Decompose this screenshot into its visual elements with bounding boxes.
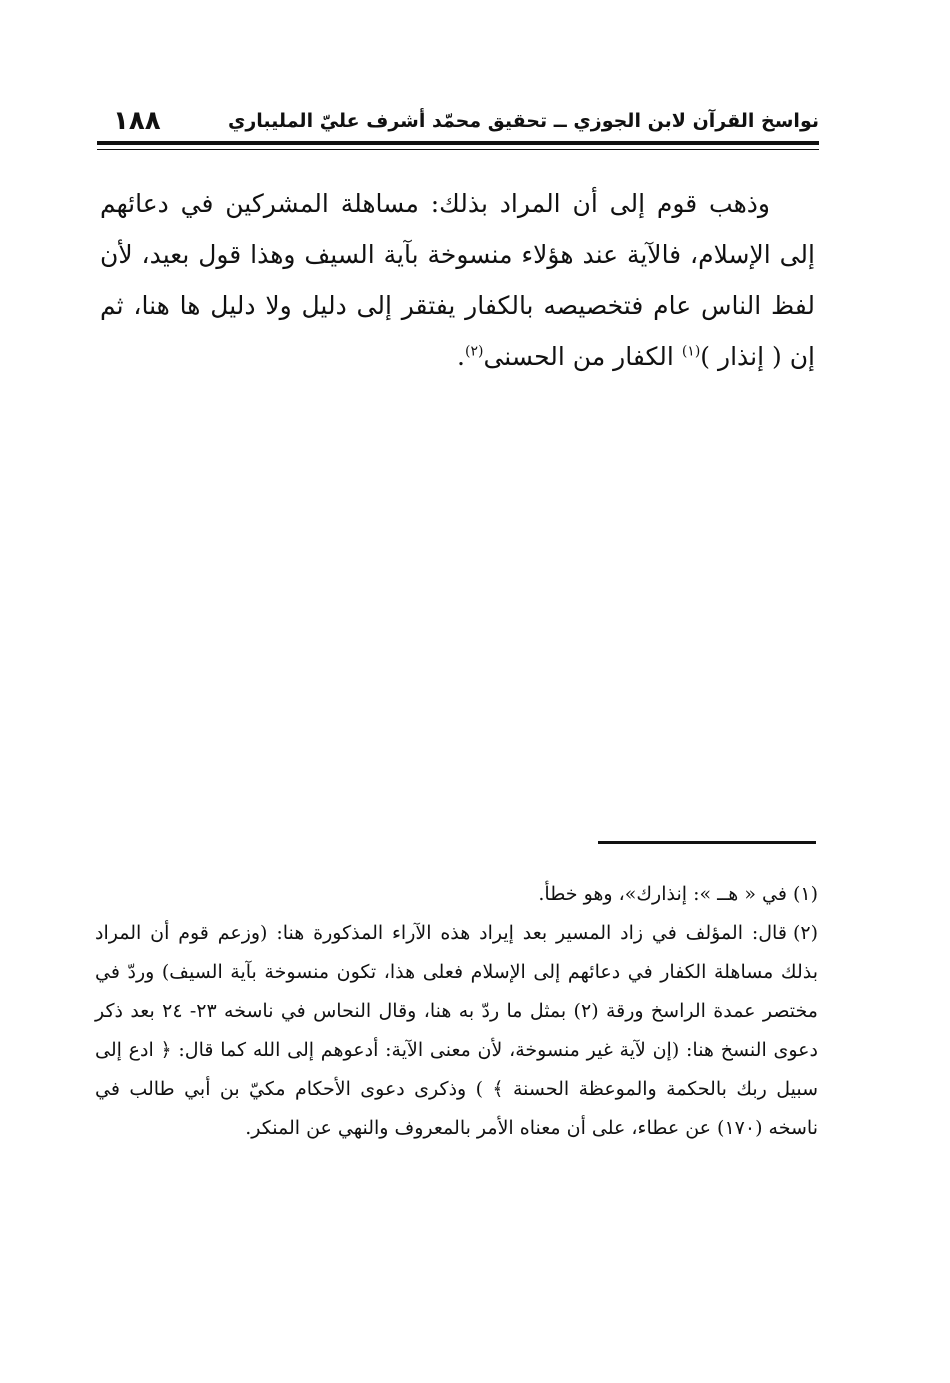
paragraph-text-part-2: الكفار من الحسنى xyxy=(483,342,682,371)
paragraph-text-end: . xyxy=(457,342,465,371)
footnote-text: قال: المؤلف في زاد المسير بعد إيراد هذه الآراء المذكورة هنا: (وزعم قوم أن المراد بذلك مساهلة الكفار في دعائهم إلى الإسلام فعلى هذا، تكون منسوخة بآية السيف) وردّ في مختصر عمدة الراسخ ورقة (٢) بمثل ما ردّ به هنا، وقال النحاس في ناسخه ٢٣- ٢٤ بعد ذكر دعوى النسخ هنا: (إن لآية غير منسوخة، لأن معنى الآية: أدعوهم إلى الله كما قال: ﴿ ادع إلى سبيل ربك بالحكمة والموعظة الحسنة ﴾ ) وذكرى دعوى الأحكام مكيّ بن أبي طالب في ناسخه (١٧٠) عن عطاء، على أن معناه الأمر بالمعروف والنهي عن المنكر. xyxy=(95,922,818,1139)
footnote-text: في « هــ »: إنذارك»، وهو خطأ. xyxy=(538,883,787,905)
footnote-ref-2[interactable]: (٢) xyxy=(465,343,484,360)
footnote-separator xyxy=(598,841,816,844)
footnote-1 xyxy=(95,875,818,914)
footnote-number: (١) xyxy=(792,883,818,905)
page-number: ١٨٨ xyxy=(113,106,161,136)
footnote-number: (٢) xyxy=(792,922,818,944)
running-title: نواسخ القرآن لابن الجوزي ــ تحقيق محمّد أشرف عليّ المليباري xyxy=(227,110,819,132)
main-text xyxy=(100,178,815,382)
header-rule-thin xyxy=(97,149,819,150)
footnote-2 xyxy=(95,914,818,1148)
main-paragraph xyxy=(100,178,815,382)
paragraph-text-part-1: وذهب قوم إلى أن المراد بذلك: مساهلة المشركين في دعائهم إلى الإسلام، فالآية عند هؤلاء منسوخة بآية السيف وهذا قول بعيد، لأن لفظ الناس عام فتخصيصه بالكفار يفتقر إلى دليل ولا دليل ها هنا، ثم إن ( إنذار ) xyxy=(100,189,815,371)
footnote-ref-1[interactable]: (١) xyxy=(681,343,701,360)
header-rule-thick xyxy=(97,141,819,145)
footnotes xyxy=(95,875,818,1148)
